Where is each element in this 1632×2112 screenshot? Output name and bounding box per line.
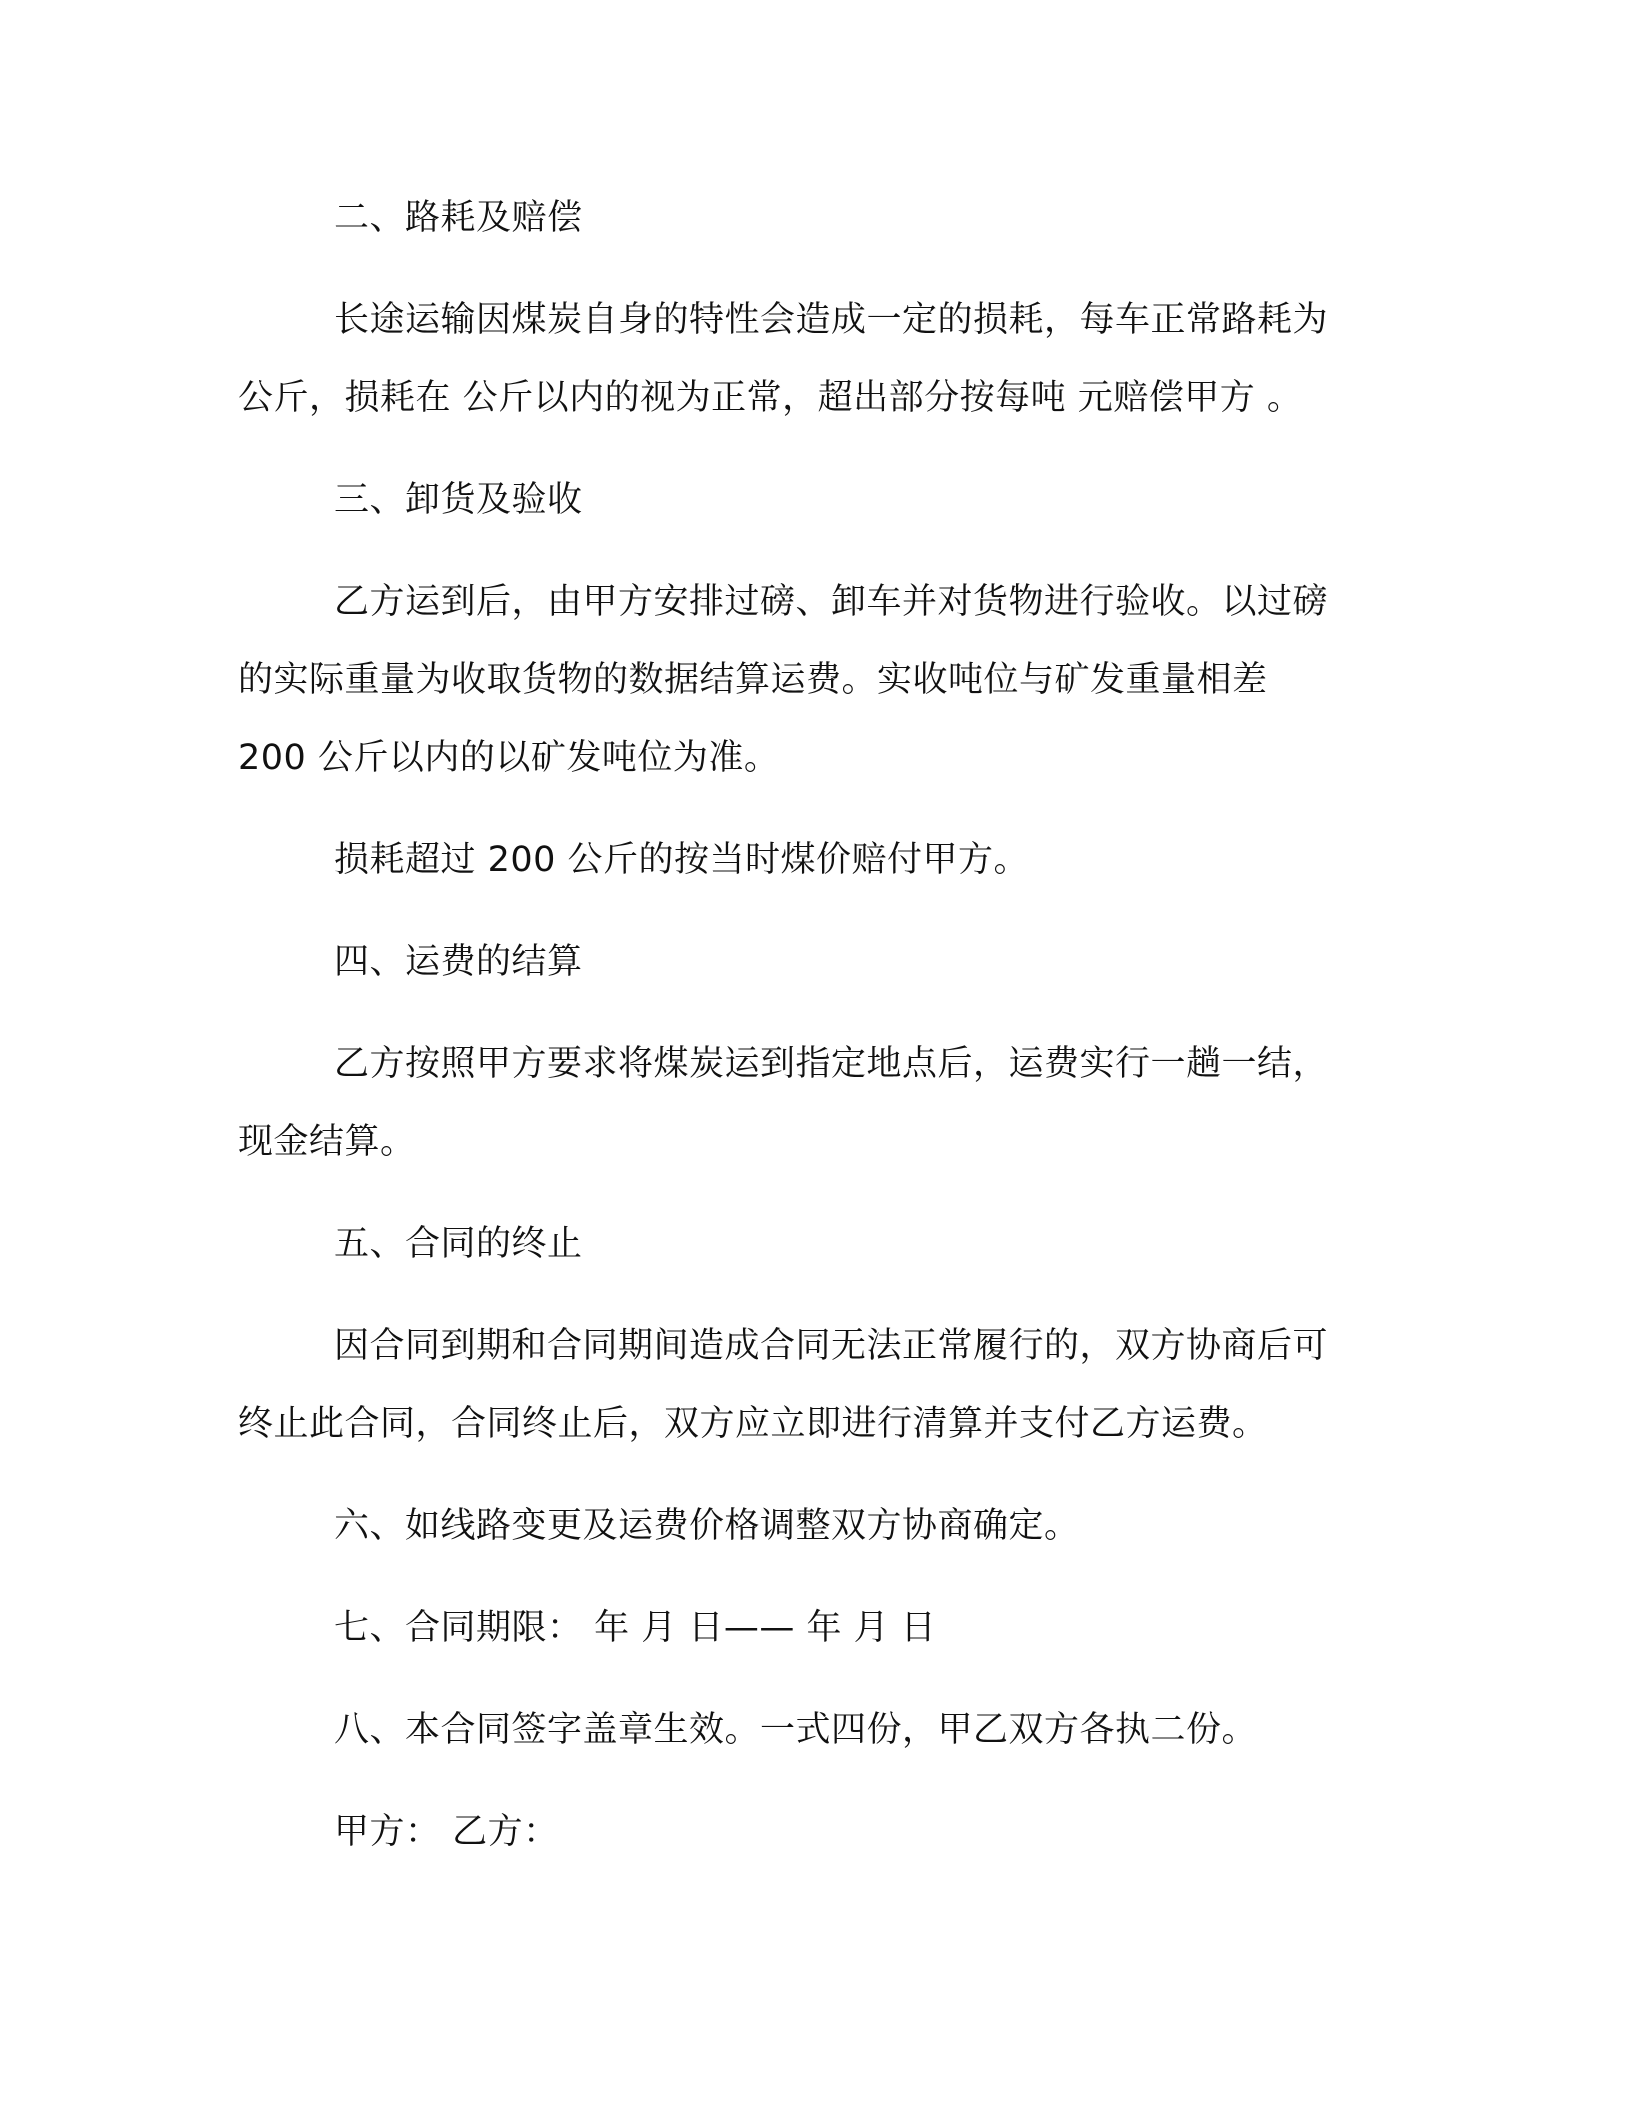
section-3-paragraph-line-1: 乙方运到后，由甲方安排过磅、卸车并对货物进行验收。以过磅: [334, 582, 1329, 622]
section-4-paragraph-line-2: 现金结算。: [238, 1122, 416, 1162]
section-2-paragraph-line-1: 长途运输因煤炭自身的特性会造成一定的损耗，每车正常路耗为: [334, 300, 1329, 340]
section-3-paragraph-line-2: 的实际重量为收取货物的数据结算运费。实收吨位与矿发重量相差: [238, 660, 1268, 700]
section-5-paragraph-line-2: 终止此合同，合同终止后，双方应立即进行清算并支付乙方运费。: [238, 1404, 1268, 1444]
section-2-heading: 二、路耗及赔偿: [334, 198, 583, 238]
section-5-heading: 五、合同的终止: [334, 1224, 583, 1264]
section-4-paragraph-line-1: 乙方按照甲方要求将煤炭运到指定地点后，运费实行一趟一结，: [334, 1044, 1329, 1084]
section-2-paragraph-line-2: 公斤，损耗在 公斤以内的视为正常，超出部分按每吨 元赔偿甲方 。: [238, 378, 1303, 418]
section-7-term-clause: 七、合同期限： 年 月 日—— 年 月 日: [334, 1608, 937, 1648]
section-3-paragraph-line-3: 200 公斤以内的以矿发吨位为准。: [238, 738, 780, 778]
signature-line: 甲方： 乙方：: [334, 1812, 559, 1852]
section-6-clause: 六、如线路变更及运费价格调整双方协商确定。: [334, 1506, 1080, 1546]
section-5-paragraph-line-1: 因合同到期和合同期间造成合同无法正常履行的，双方协商后可: [334, 1326, 1329, 1366]
section-4-heading: 四、运费的结算: [334, 942, 583, 982]
section-8-clause: 八、本合同签字盖章生效。一式四份，甲乙双方各执二份。: [334, 1710, 1258, 1750]
section-3-heading: 三、卸货及验收: [334, 480, 583, 520]
section-3-paragraph-2: 损耗超过 200 公斤的按当时煤价赔付甲方。: [334, 840, 1030, 880]
